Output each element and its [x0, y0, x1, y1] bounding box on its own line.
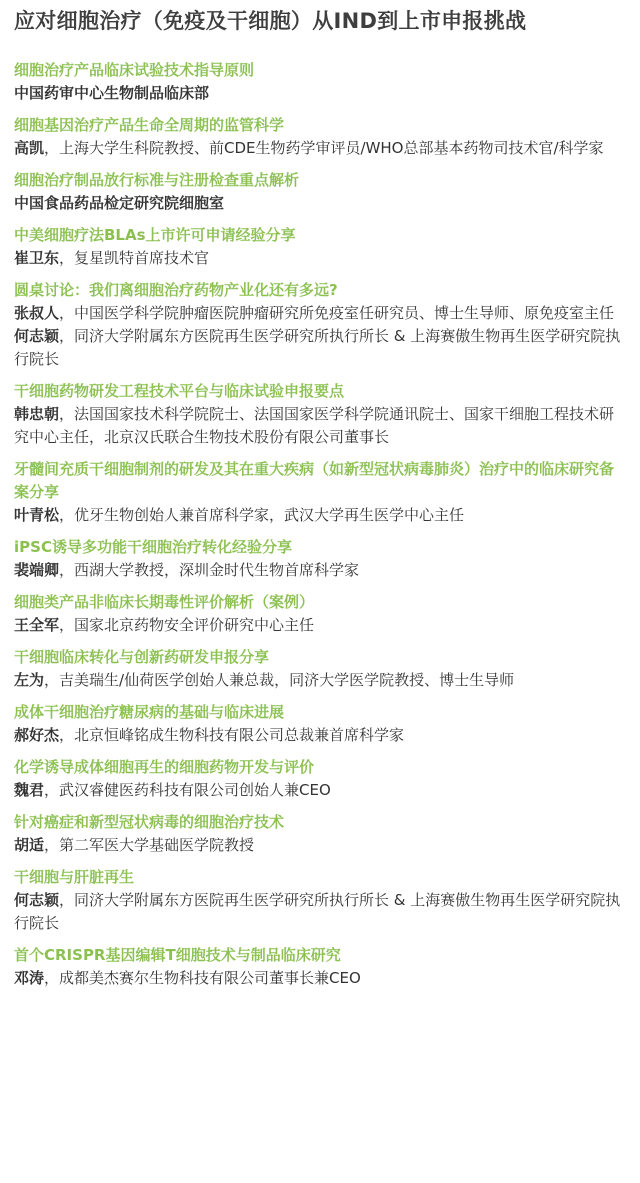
speaker-name: 裴端卿: [14, 561, 60, 579]
speaker-name: 魏君: [14, 781, 45, 799]
speaker-line: [14, 669, 626, 692]
speaker-line: [14, 325, 626, 371]
speaker-affiliation: ，国家北京药物安全评价研究中心主任: [59, 616, 315, 634]
session-item: [14, 756, 626, 802]
session-title: 化学诱导成体细胞再生的细胞药物开发与评价: [14, 758, 315, 776]
speaker-name: 左为: [14, 671, 45, 689]
session-title: 细胞基因治疗产品生命全周期的监管科学: [14, 116, 285, 134]
speaker-affiliation: ，西湖大学教授，深圳金时代生物首席科学家: [59, 561, 360, 579]
speaker-affiliation: ，法国国家技术科学院院士、法国国家医学科学院通讯院士、国家干细胞工程技术研究中心主任，北京汉氏联合生物技术股份有限公司董事长: [14, 405, 615, 446]
session-item: [14, 536, 626, 582]
session-item: [14, 279, 626, 371]
session-title: 成体干细胞治疗糖尿病的基础与临床进展: [14, 703, 285, 721]
session-item: [14, 59, 626, 105]
speaker-name: 王全军: [14, 616, 60, 634]
speaker-affiliation: ，第二军医大学基础医学院教授: [44, 836, 255, 854]
speaker-name: 邓涛: [14, 969, 45, 987]
speaker-affiliation: ，武汉睿健医药科技有限公司创始人兼CEO: [44, 781, 331, 799]
speaker-affiliation: ，同济大学附属东方医院再生医学研究所执行所长 & 上海赛傲生物再生医学研究院执行院长: [14, 891, 621, 932]
session-organization: 中国食品药品检定研究院细胞室: [14, 194, 225, 212]
session-item: [14, 224, 626, 270]
session-item: [14, 944, 626, 990]
session-list: [14, 59, 626, 990]
speaker-affiliation: ，上海大学生科院教授、前CDE生物药学审评员/WHO总部基本药物司技术官/科学家: [44, 139, 604, 157]
session-title: iPSC诱导多功能干细胞治疗转化经验分享: [14, 538, 292, 556]
speaker-affiliation: ，同济大学附属东方医院再生医学研究所执行所长 & 上海赛傲生物再生医学研究院执行院长: [14, 327, 621, 368]
session-title: 干细胞与肝脏再生: [14, 868, 135, 886]
session-title: 中美细胞疗法BLAs上市许可申请经验分享: [14, 226, 296, 244]
speaker-line: [14, 614, 626, 637]
speaker-line: [14, 889, 626, 935]
session-organization: 中国药审中心生物制品临床部: [14, 84, 210, 102]
session-item: [14, 646, 626, 692]
session-title: 牙髓间充质干细胞制剂的研发及其在重大疾病（如新型冠状病毒肺炎）治疗中的临床研究备案分享: [14, 460, 615, 501]
session-item: [14, 811, 626, 857]
speaker-name: 何志颖: [14, 891, 60, 909]
speaker-affiliation: ，北京恒峰铭成生物科技有限公司总裁兼首席科学家: [59, 726, 405, 744]
speaker-line: [14, 403, 626, 449]
session-item: [14, 866, 626, 935]
speaker-line: [14, 559, 626, 582]
speaker-affiliation: ，吉美瑞生/仙荷医学创始人兼总裁，同济大学医学院教授、博士生导师: [44, 671, 515, 689]
session-title: 首个CRISPR基因编辑T细胞技术与制品临床研究: [14, 946, 341, 964]
speaker-name: 叶青松: [14, 506, 60, 524]
session-title: 干细胞临床转化与创新药研发申报分享: [14, 648, 270, 666]
speaker-line: [14, 504, 626, 527]
speaker-line: [14, 967, 626, 990]
speaker-name: 郝好杰: [14, 726, 60, 744]
session-title: 针对癌症和新型冠状病毒的细胞治疗技术: [14, 813, 285, 831]
session-item: [14, 169, 626, 215]
speaker-name: 张叔人: [14, 304, 60, 322]
speaker-line: [14, 137, 626, 160]
speaker-name: 韩忠朝: [14, 405, 60, 423]
speaker-affiliation: ，成都美杰赛尔生物科技有限公司董事长兼CEO: [44, 969, 361, 987]
session-title: 细胞治疗产品临床试验技术指导原则: [14, 61, 255, 79]
page-title: 应对细胞治疗（免疫及干细胞）从IND到上市申报挑战: [14, 9, 527, 33]
speaker-line: [14, 724, 626, 747]
speaker-line: [14, 302, 626, 325]
speaker-affiliation: ，复星凯特首席技术官: [59, 249, 210, 267]
speaker-name: 崔卫东: [14, 249, 60, 267]
speaker-line: [14, 247, 626, 270]
speaker-line: [14, 779, 626, 802]
session-title: 细胞治疗制品放行标准与注册检查重点解析: [14, 171, 300, 189]
session-item: [14, 114, 626, 160]
session-item: [14, 380, 626, 449]
session-item: [14, 701, 626, 747]
speaker-line: [14, 834, 626, 857]
speaker-affiliation: ，中国医学科学院肿瘤医院肿瘤研究所免疫室任研究员、博士生导师、原免疫室主任: [59, 304, 615, 322]
speaker-name: 胡适: [14, 836, 45, 854]
speaker-name: 何志颖: [14, 327, 60, 345]
speaker-affiliation: ，优牙生物创始人兼首席科学家，武汉大学再生医学中心主任: [59, 506, 465, 524]
session-item: [14, 591, 626, 637]
session-title: 干细胞药物研发工程技术平台与临床试验申报要点: [14, 382, 345, 400]
session-title: 圆桌讨论：我们离细胞治疗药物产业化还有多远?: [14, 281, 338, 299]
speaker-name: 高凯: [14, 139, 45, 157]
session-title: 细胞类产品非临床长期毒性评价解析（案例）: [14, 593, 315, 611]
session-item: [14, 458, 626, 527]
